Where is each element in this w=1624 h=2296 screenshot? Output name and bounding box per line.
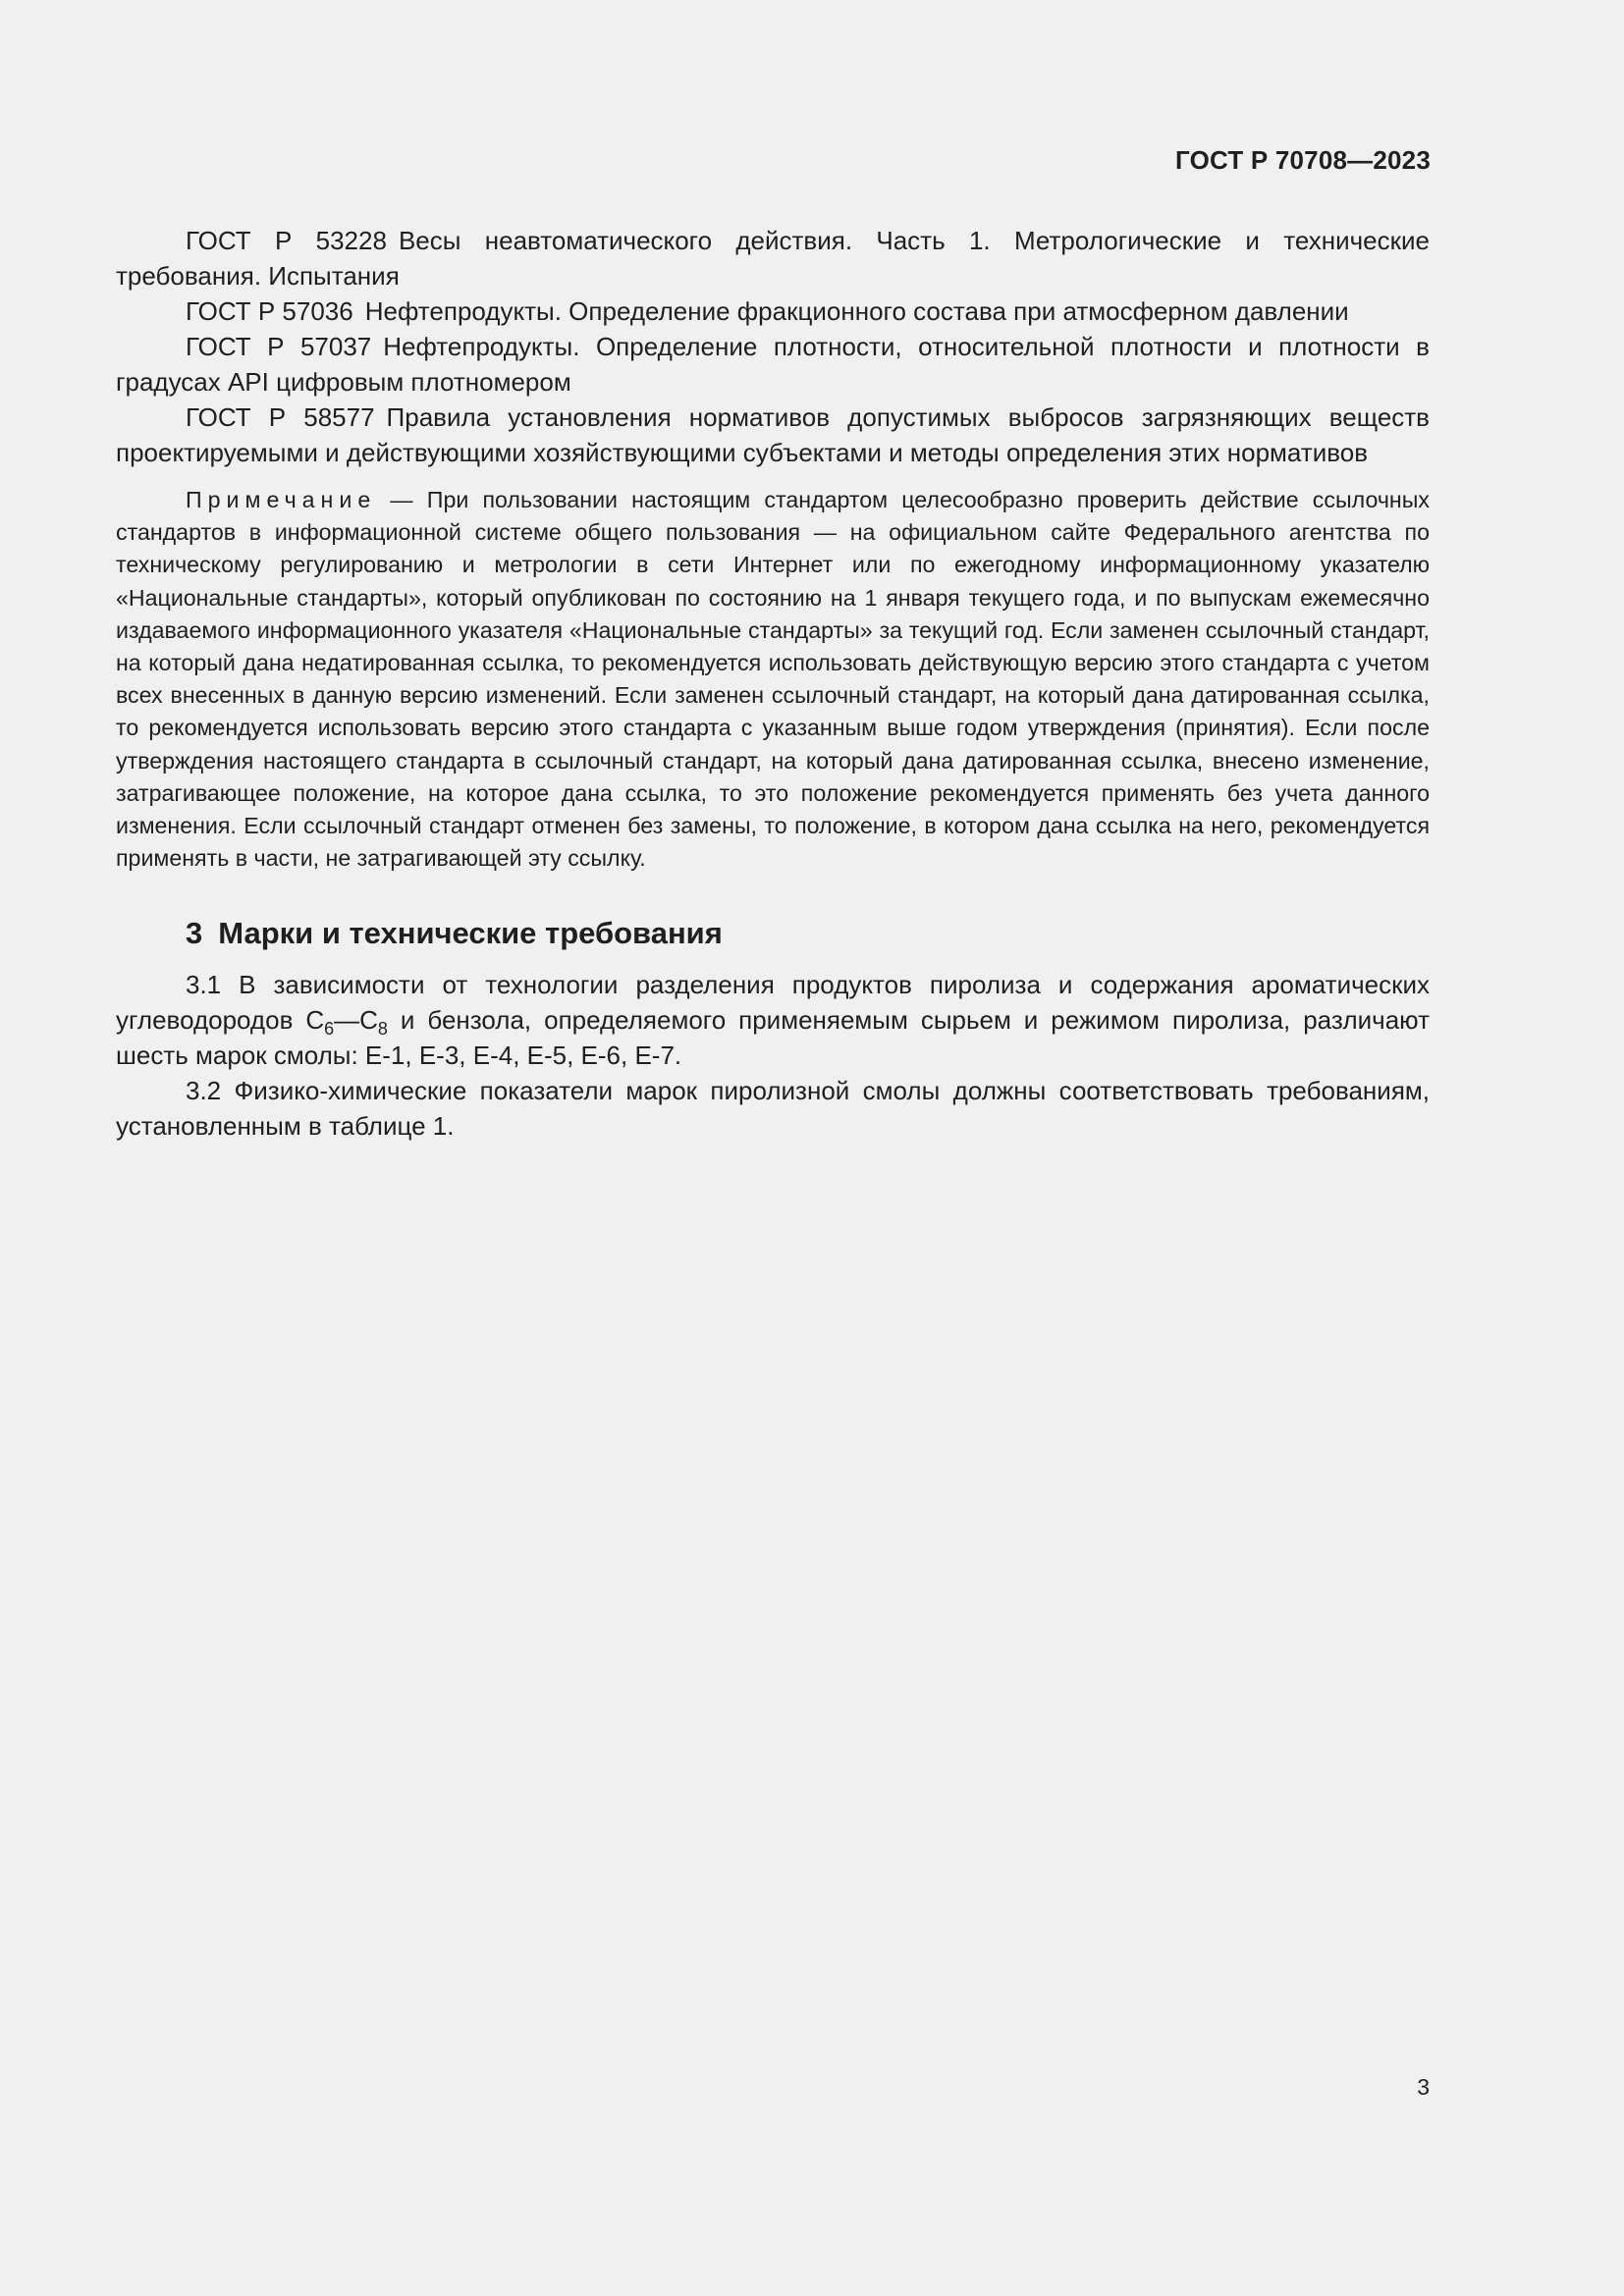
note-text: — При пользовании настоящим стандартом целесообразно проверить действие ссылочных стандартов в информационной системе общего пользования — на официальном сайте Федерального агентства по техническому регулированию и метрологии в сети Интернет или по ежегодному информационному указателю «Национальные стандарты», который опубликован по состоянию на 1 января текущего года, и по выпускам ежемесячно издаваемого информационного указателя «Национальные стандарты» за текущий год. Если заменен ссылочный стандарт, на который дана недатированная ссылка, то рекомендуется использовать действующую версию этого стандарта с учетом всех внесенных в данную версию изменений. Если заменен ссылочный стандарт, на который дана датированная ссылка, то рекомендуется использовать версию этого стандарта с указанным выше годом утверждения (принятия). Если после утверждения настоящего стандарта в ссылочный стандарт, на который дана датированная ссылка, внесено изменение, затрагивающее положение, на которое дана ссылка, то это положение рекомендуется применять без учета данного изменения. Если ссылочный стандарт отменен без замены, то положение, в котором дана ссылка на него, рекомендуется применять в части, не затрагивающей эту ссылку. [116,487,1430,872]
clause-text: 3.2 Физико-химические показатели марок пиролизной смолы должны соответствовать требованиям, установленным в таблице 1. [116,1076,1430,1142]
clause-3-2 [116,1073,1430,1144]
subscript: 8 [377,1019,388,1040]
reference-title: Нефтепродукты. Определение фракционного состава при атмосферном давлении [364,296,1349,326]
subscript: 6 [324,1019,335,1040]
note-paragraph [116,484,1430,875]
section-title: Марки и технические требования [218,916,723,951]
note-label: Примечание [186,487,377,512]
reference-title: Правила установления нормативов допустимых выбросов загрязняющих веществ проектируемыми и действующими хозяйствующими субъектами и методы определения этих нормативов [116,402,1430,467]
page-content [116,223,1430,1144]
page-number: 3 [1417,2074,1430,2100]
reference-entry [116,400,1430,470]
document-code-header: ГОСТ Р 70708—2023 [1175,145,1431,175]
reference-entry [116,223,1430,294]
reference-code: ГОСТ Р 53228 [186,226,387,255]
clause-text: и бензола, определяемого применяемым сырьем и режимом пиролиза, различают шесть марок смолы: Е-1, Е-3, Е-4, Е-5, Е-6, Е-7. [116,1005,1430,1071]
reference-title: Нефтепродукты. Определение плотности, относительной плотности и плотности в градусах API цифровым плотномером [116,332,1430,397]
section-heading [116,914,1430,953]
reference-title: Весы неавтоматического действия. Часть 1. Метрологические и технические требования. Испытания [116,226,1430,291]
clause-text: 3.1 В зависимости от технологии разделения продуктов пиролиза и содержания ароматических углеводородов С [116,970,1430,1036]
clause-text: —С [334,1005,378,1036]
reference-code: ГОСТ Р 58577 [186,402,375,432]
reference-code: ГОСТ Р 57037 [186,332,372,361]
reference-entry [116,294,1430,329]
reference-entry [116,329,1430,400]
reference-code: ГОСТ Р 57036 [186,296,353,326]
clause-3-1 [116,967,1430,1073]
section-number: 3 [186,916,203,951]
